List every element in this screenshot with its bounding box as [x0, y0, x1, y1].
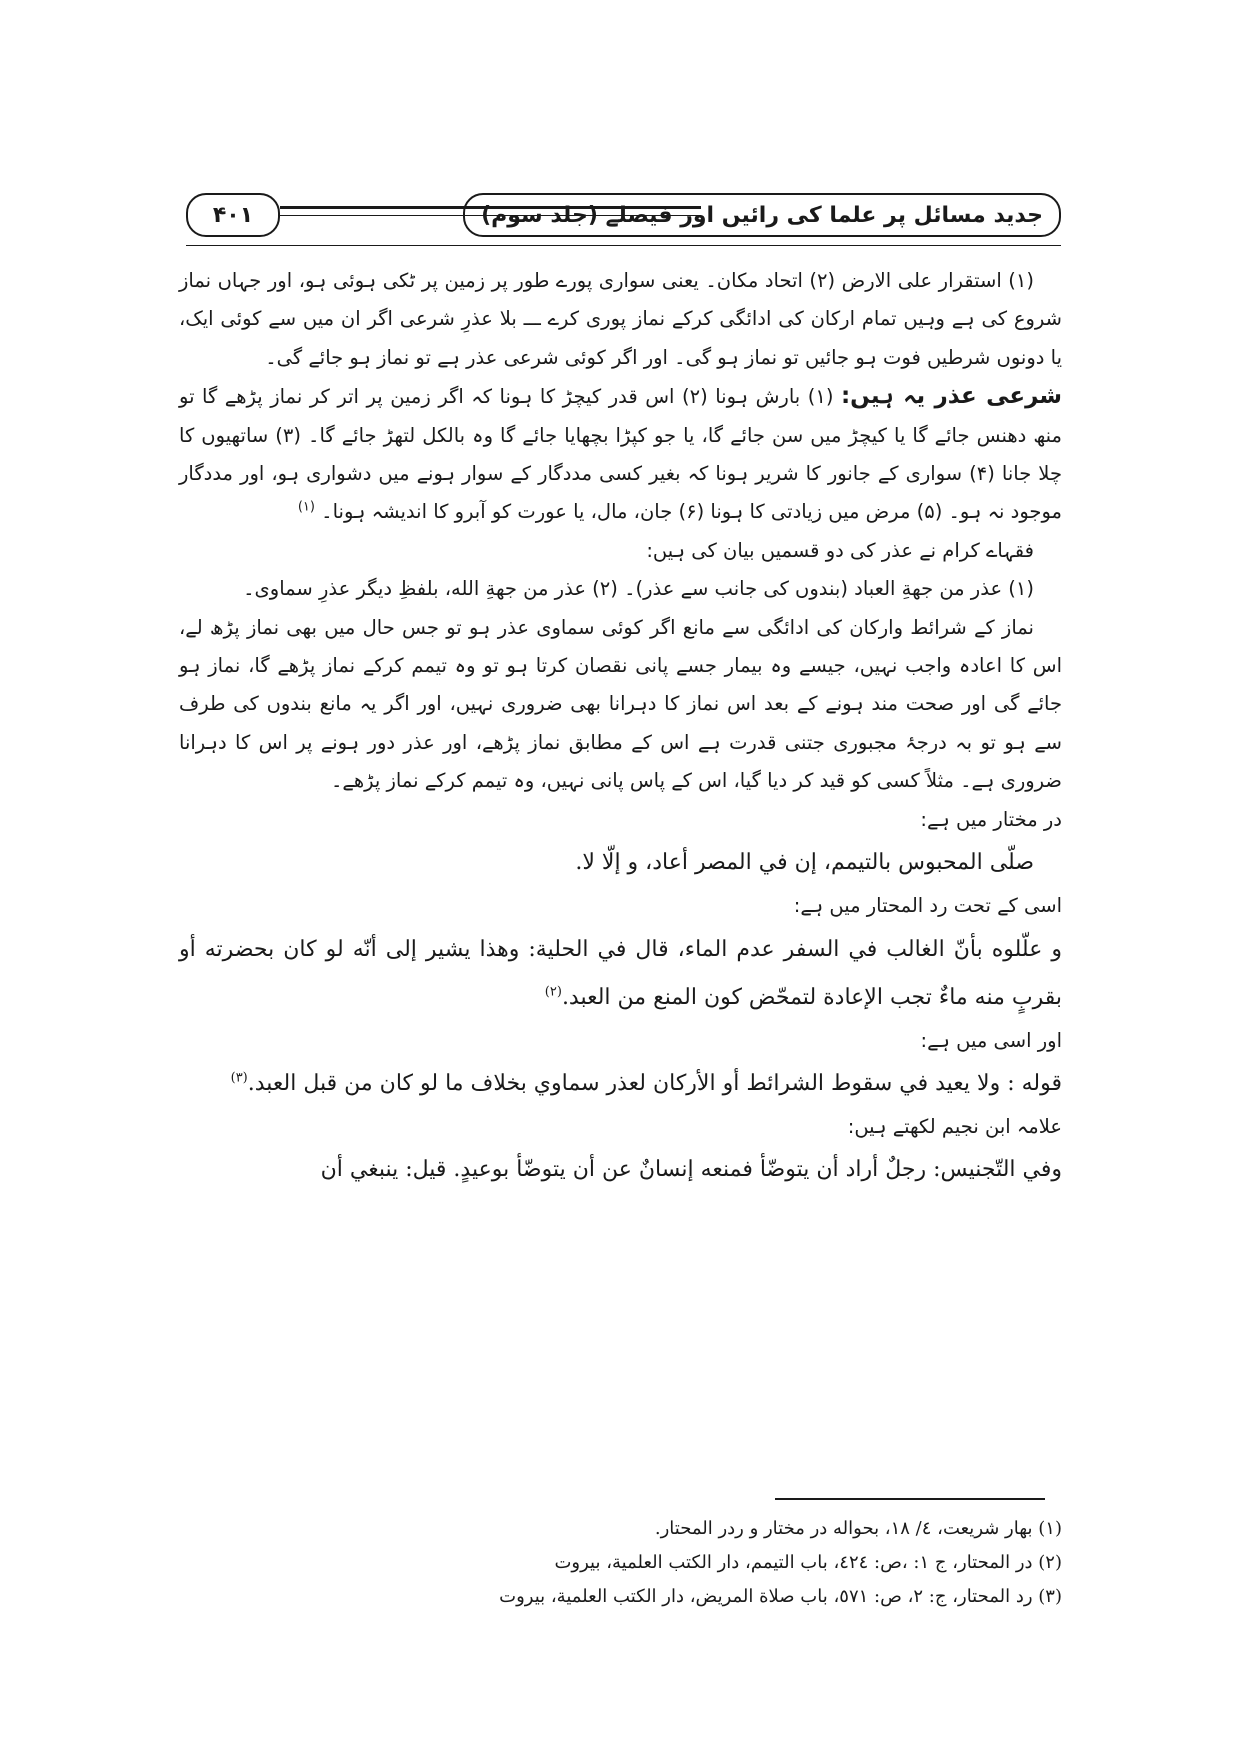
arabic-quote-1: صلّى المحبوس بالتيمم، إن في المصر أعاد، و إلّا لا. — [575, 850, 1034, 876]
excuses-text: (۱) بارش ہونا (۲) اس قدر کیچڑ کا ہونا کہ اگر زمین پر اتر کر نماز پڑھے گا تو منھ دھنس جائے گا یا کیچڑ میں سن جائے گا، یا جو کپڑا بچھایا جائے گا وہ بالکل لتھڑ جائے گا۔ (۳) ساتھیوں کا چلا جانا (۴) سواری کے جانور کا شریر ہونا کہ بغیر کسی مددگار کے سوار ہونے میں دشواری ہو، اور مددگار موجود نہ ہو۔ (۵) مرض میں زیادتی کا ہونا (۶) جان، مال، یا عورت کو آبرو کا اندیشہ ہونا۔ — [179, 385, 1062, 524]
footnotes — [179, 1512, 1062, 1614]
paragraph-two-types: فقہاے کرام نے عذر کی دو قسمیں بیان کی ہیں: — [646, 538, 1034, 562]
source-heading-durr: در مختار میں ہے: — [920, 807, 1062, 831]
footnote-ref-2: (۲) — [544, 984, 562, 1000]
running-title: جدید مسائل پر علما کی رائیں اور فیصلے (جلد سوم) — [463, 193, 1061, 237]
source-heading-radd: اسی کے تحت رد المحتار میں ہے: — [793, 894, 1062, 918]
footnote-3: (۳) رد المحتار، ج: ٢، ص: ٥٧١، باب صلاة المريض، دار الكتب العلمية، بيروت — [499, 1586, 1062, 1607]
footnote-divider — [775, 1498, 1045, 1500]
arabic-quote-4: وفي التّجنيس: رجلٌ أراد أن يتوضّأ فمنعه إنسانٌ عن أن يتوضّأ بوعيدٍ. قيل: ينبغي أن — [320, 1157, 1062, 1183]
paragraph-valid-excuses — [179, 377, 1062, 532]
footnote-1: (۱) بهار شريعت، ٤/ ١٨، بحواله در مختار و ردر المحتار. — [654, 1518, 1062, 1539]
paragraph-conditions: (۱) استقرار علی الارض (۲) اتحاد مکان۔ یعنی سواری پورے طور پر زمین پر ٹکی ہوئی ہو، اور جہاں نماز شروع کی ہے وہیں تمام ارکان کی ادائگی کرکے نماز پوری کرے ـــ بلا عذرِ شرعی اگر ان میں سے کوئی ایک، یا دونوں شرطیں فوت ہو جائیں تو نماز ہو گی۔ اور اگر کوئی شرعی عذر ہے تو نماز ہو جائے گی۔ — [179, 269, 1062, 369]
source-heading-same: اور اسی میں ہے: — [920, 1028, 1062, 1052]
page-number: ۴۰۱ — [186, 193, 280, 237]
paragraph-ruling: نماز کے شرائط وارکان کی ادائگی سے مانع اگر کوئی سماوی عذر ہو تو جس حال میں بھی نماز پڑھ لے، اس کا اعادہ واجب نہیں، جیسے وہ بیمار جسے پانی نقصان کرتا ہو تو وہ تیمم کرکے نماز پڑھے گا، نماز ہو جائے گی اور صحت مند ہونے کے بعد اس نماز کا دہرانا بھی ضروری نہیں، اور اگر یہ مانع بندوں کی طرف سے ہو تو بہ درجۂ مجبوری جتنی قدرت ہے اس کے مطابق نماز پڑھے، اور عذر دور ہونے پر اس کا دہرانا ضروری ہے۔ مثلاً کسی کو قید کر دیا گیا، اس کے پاس پانی نہیں، وہ تیمم کرکے نماز پڑھے۔ — [179, 615, 1062, 793]
footnote-ref-1: (۱) — [297, 499, 315, 515]
page-body — [179, 262, 1062, 1194]
arabic-quote-3 — [179, 1060, 1062, 1108]
arabic-quote-3-text: قوله : ولا يعيد في سقوط الشرائط أو الأركان لعذر سماوي بخلاف ما لو كان من قبل العبد. — [247, 1070, 1062, 1096]
header-divider — [186, 245, 1061, 246]
arabic-quote-2-text: و علّلوه بأنّ الغالب في السفر عدم الماء، قال في الحلية: وهذا يشير إلى أنّه لو كان بحضرته أو بقربٍ منه ماءٌ تجب الإعادة لتمحّض كون المنع من العبد. — [179, 936, 1062, 1010]
source-heading-ibn-nujaym: علامہ ابن نجیم لکھتے ہیں: — [847, 1114, 1062, 1138]
excuses-heading: شرعی عذر یہ ہیں: — [840, 383, 1062, 410]
header-rule — [280, 206, 701, 209]
arabic-quote-2 — [179, 926, 1062, 1022]
paragraph-types-list: (۱) عذر من جهةِ العباد (بندوں کی جانب سے عذر)۔ (۲) عذر من جهةِ الله، بلفظِ دیگر عذرِ سماوی۔ — [243, 577, 1034, 601]
page-header — [186, 193, 1061, 251]
footnote-2: (۲) در المحتار، ج ١: ،ص: ٤٢٤، باب التيمم، دار الكتب العلمية، بيروت — [554, 1552, 1062, 1573]
footnote-ref-3: (۳) — [230, 1070, 248, 1086]
header-rule-thin — [280, 215, 701, 216]
